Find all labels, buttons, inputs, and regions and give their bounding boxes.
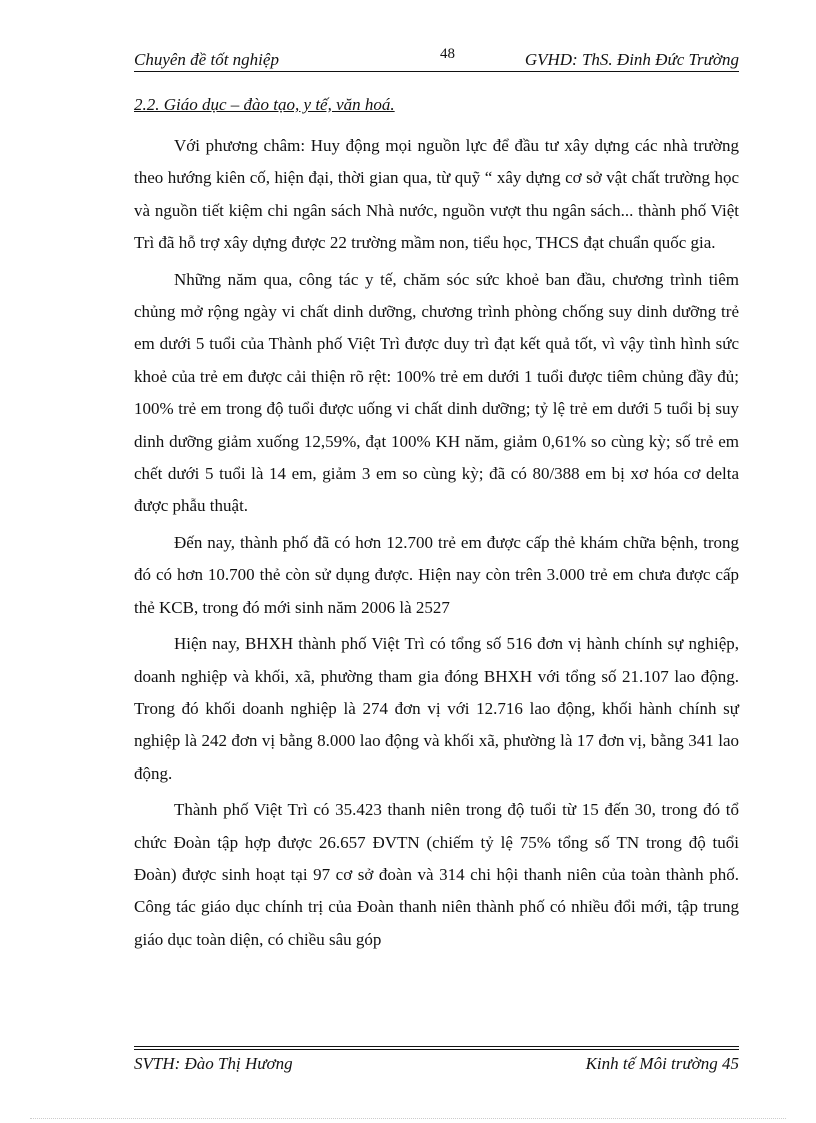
body-text <box>134 130 739 960</box>
paragraph-3: Đến nay, thành phố đã có hơn 12.700 trẻ em được cấp thẻ khám chữa bệnh, trong đó có hơn 10.700 thẻ còn sử dụng được. Hiện nay còn trên 3.000 trẻ em chưa được cấp thẻ KCB, trong đó mới sinh năm 2006 là 2527 <box>134 532 739 617</box>
page-number: 48 <box>440 46 455 62</box>
page-edge-dots <box>30 1118 786 1119</box>
paragraph-4: Hiện nay, BHXH thành phố Việt Trì có tổng số 516 đơn vị hành chính sự nghiệp, doanh nghiệp và khối, xã, phường tham gia đóng BHXH với tổng số 21.107 lao động. Trong đó khối doanh nghiệp là 274 đơn vị với 12.716 lao động, khối hành chính sự nghiệp là 242 đơn vị bằng 8.000 lao động và khối xã, phường là 17 đơn vị, bằng 341 lao động. <box>134 634 739 783</box>
footer-rule-bottom <box>134 1049 739 1050</box>
header-supervisor: GVHD: ThS. Đinh Đức Trường <box>524 50 739 69</box>
footer-rule-top <box>134 1046 739 1047</box>
footer-class: Kinh tế Môi trường 45 <box>585 1054 739 1073</box>
paragraph-1: Với phương châm: Huy động mọi nguồn lực để đầu tư xây dựng các nhà trường theo hướng kiên cố, hiện đại, thời gian qua, từ quỹ “ xây dựng cơ sở vật chất trường học và nguồn tiết kiệm chi ngân sách Nhà nước, nguồn vượt thu ngân sách... thành phố Việt Trì đã hỗ trợ xây dựng được 22 trường mầm non, tiểu học, THCS đạt chuẩn quốc gia. <box>134 136 739 253</box>
section-heading: 2.2. Giáo dục – đào tạo, y tế, văn hoá. <box>134 95 395 114</box>
paragraph-5: Thành phố Việt Trì có 35.423 thanh niên trong độ tuổi từ 15 đến 30, trong đó tổ chức Đoàn tập hợp được 26.657 ĐVTN (chiếm tỷ lệ 75% tổng số TN trong độ tuổi Đoàn) được sinh hoạt tại 97 cơ sở đoàn và 314 chi hội thanh niên của toàn thành phố. Công tác giáo dục chính trị của Đoàn thanh niên thành phố có nhiều đổi mới, tập trung giáo dục toàn diện, có chiều sâu góp <box>134 800 739 949</box>
paragraph-2: Những năm qua, công tác y tế, chăm sóc sức khoẻ ban đầu, chương trình tiêm chủng mở rộng ngày vi chất dinh dưỡng, chương trình phòng chống suy dinh dưỡng trẻ em dưới 5 tuổi của Thành phố Việt Trì được duy trì đạt kết quả tốt, vì vậy tình hình sức khoẻ của trẻ em được cải thiện rõ rệt: 100% trẻ em dưới 1 tuổi được tiêm chủng đầy đủ; 100% trẻ em trong độ tuổi được uống vi chất dinh dưỡng; tỷ lệ trẻ em dưới 5 tuổi bị suy dinh dưỡng giảm xuống 12,59%, đạt 100% KH năm, giảm 0,61% so cùng kỳ; số trẻ em chết dưới 5 tuổi là 14 em, giảm 3 em so cùng kỳ; đã có 80/388 em bị xơ hóa cơ delta được phẫu thuật. <box>134 269 739 516</box>
header-rule <box>134 71 739 72</box>
footer-student: SVTH: Đào Thị Hương <box>134 1054 293 1073</box>
page-header <box>134 46 739 72</box>
header-course-title: Chuyên đề tốt nghiệp <box>134 50 279 69</box>
